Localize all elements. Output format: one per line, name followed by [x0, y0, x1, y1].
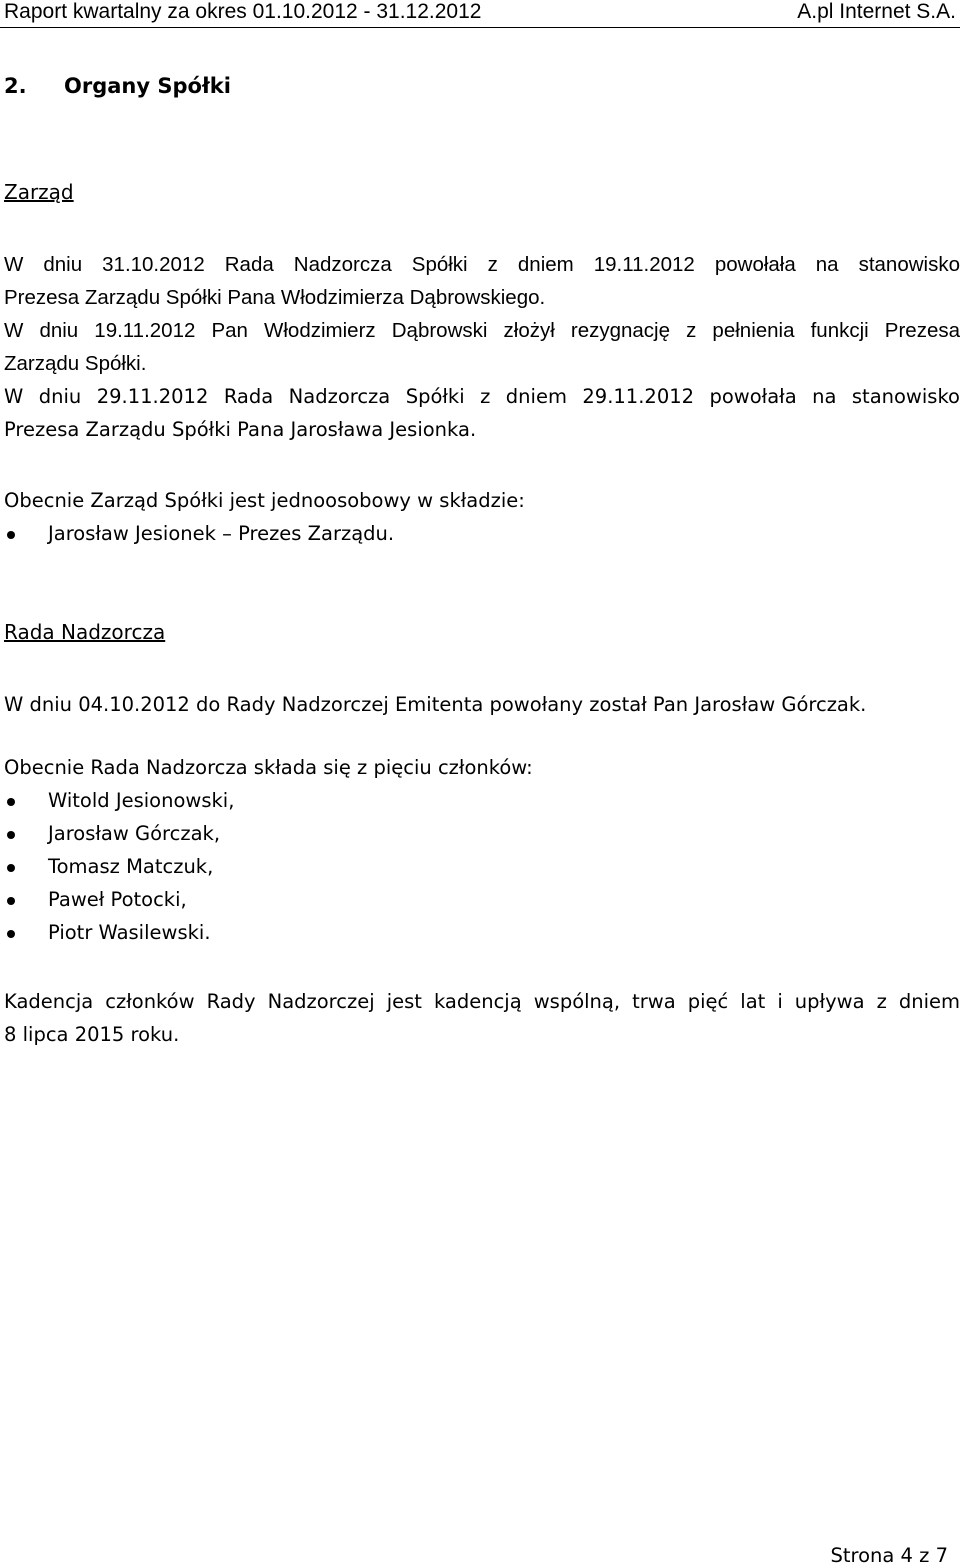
header-divider	[0, 27, 960, 28]
rada-term-line: 8 lipca 2015 roku.	[4, 1023, 180, 1046]
zarzad-appointment	[4, 380, 960, 446]
rada-appointment: W dniu 04.10.2012 do Rady Nadzorczej Emitenta powołany został Pan Jarosław Górczak.	[4, 693, 867, 716]
page-number: Strona 4 z 7	[830, 1544, 948, 1567]
page-header	[0, 0, 960, 26]
list-item: Piotr Wasilewski.	[4, 916, 234, 949]
list-item: Tomasz Matczuk,	[4, 850, 234, 883]
company-name: A.pl Internet S.A.	[797, 0, 956, 23]
rada-member-list	[4, 784, 234, 949]
zarzad-line: Prezesa Zarządu Spółki Pana Jarosława Jesionka.	[4, 418, 477, 441]
bullet-icon	[7, 831, 15, 839]
zarzad-history	[4, 248, 960, 380]
rada-term-line: Kadencja członków Rady Nadzorczej jest kadencją wspólną, trwa pięć lat i upływa z dniem	[4, 990, 960, 1013]
zarzad-line: Prezesa Zarządu Spółki Pana Włodzimierza Dąbrowskiego.	[4, 286, 546, 309]
zarzad-line: W dniu 31.10.2012 Rada Nadzorcza Spółki z dniem 19.11.2012 powołała na stanowisko	[4, 253, 960, 276]
bullet-icon	[7, 531, 15, 539]
zarzad-heading: Zarząd	[4, 180, 74, 204]
zarzad-current-intro: Obecnie Zarząd Spółki jest jednoosobowy w składzie:	[4, 489, 525, 512]
bullet-icon	[7, 864, 15, 872]
bullet-icon	[7, 798, 15, 806]
section-title: Organy Spółki	[64, 74, 231, 98]
list-item: Jarosław Górczak,	[4, 817, 234, 850]
rada-term	[4, 985, 960, 1051]
list-item: Jarosław Jesionek – Prezes Zarządu.	[4, 517, 394, 550]
section-heading	[4, 74, 231, 98]
rada-heading: Rada Nadzorcza	[4, 620, 166, 644]
zarzad-line: W dniu 19.11.2012 Pan Włodzimierz Dąbrowski złożył rezygnację z pełnienia funkcji Prezesa	[4, 319, 960, 342]
rada-current-intro: Obecnie Rada Nadzorcza składa się z pięciu członków:	[4, 756, 533, 779]
list-item: Witold Jesionowski,	[4, 784, 234, 817]
list-item: Paweł Potocki,	[4, 883, 234, 916]
bullet-icon	[7, 897, 15, 905]
section-number: 2.	[4, 74, 27, 98]
report-period-title: Raport kwartalny za okres 01.10.2012 - 31.12.2012	[4, 0, 482, 23]
zarzad-line: Zarządu Spółki.	[4, 352, 147, 375]
bullet-icon	[7, 930, 15, 938]
zarzad-line: W dniu 29.11.2012 Rada Nadzorcza Spółki z dniem 29.11.2012 powołała na stanowisko	[4, 385, 960, 408]
zarzad-member-list	[4, 517, 394, 550]
